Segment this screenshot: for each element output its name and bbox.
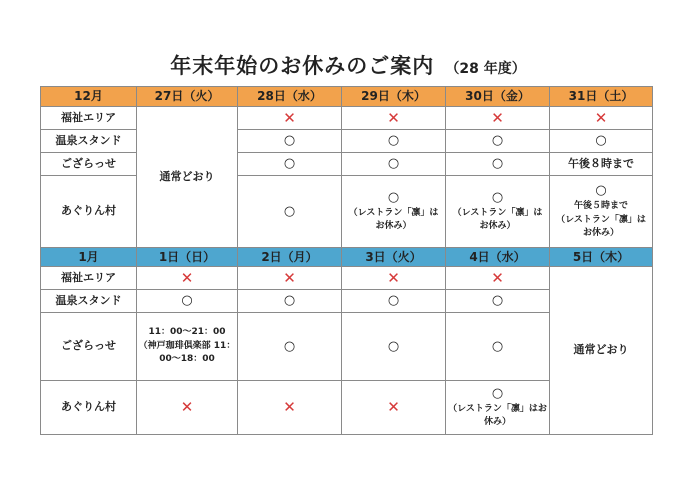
hours-until-5pm: 午後５時まで [573, 201, 628, 212]
facility-label-gozarasse: ござらっせ [41, 153, 137, 176]
month-label-december: 12月 [41, 87, 137, 107]
open-mark-icon: ○ [387, 190, 400, 206]
hours-until-8pm: 午後８時まで [550, 153, 653, 176]
day-header: 2日（月） [238, 248, 342, 267]
fiscal-year-label: （28 年度） [445, 61, 526, 77]
open-mark-icon: ○ [283, 293, 296, 309]
facility-label-gozarasse: ござらっせ [41, 313, 137, 381]
open-mark-icon: ○ [387, 156, 400, 172]
restaurant-closed-note: お休み） [479, 221, 516, 232]
facility-label-welfare: 福祉エリア [41, 267, 137, 290]
restaurant-closed-note: （レストラン「凛」は [556, 214, 646, 225]
restaurant-closed-note: （レストラン「凛」はお [448, 403, 547, 414]
holiday-schedule-table [40, 86, 653, 435]
day-header: 27日（火） [137, 87, 238, 107]
closed-mark-icon: ✕ [387, 268, 400, 287]
table-row [41, 153, 653, 176]
closed-mark-icon: ✕ [180, 268, 194, 287]
facility-label-hot-spring-stand: 温泉スタンド [41, 130, 137, 153]
open-mark-icon: ○ [595, 183, 607, 199]
closed-mark-icon: ✕ [283, 398, 296, 417]
kobe-cafe-hours: 00～18：00 [159, 354, 215, 365]
page-title: 年末年始のお休みのご案内 [170, 54, 435, 78]
open-mark-icon: ○ [283, 156, 296, 172]
open-mark-icon: ○ [491, 156, 504, 172]
closed-mark-icon: ✕ [283, 268, 296, 287]
open-mark-icon: ○ [283, 338, 296, 354]
table-row [41, 267, 653, 290]
closed-mark-icon: ✕ [180, 398, 194, 417]
day-header: 5日（木） [550, 248, 653, 267]
open-mark-icon: ○ [283, 203, 296, 219]
gozarasse-hours: 11：00～21：00 [148, 327, 226, 338]
day-header: 4日（水） [446, 248, 550, 267]
restaurant-closed-note: お休み） [582, 228, 619, 239]
december-header-row [41, 87, 653, 107]
facility-label-welfare: 福祉エリア [41, 107, 137, 130]
day-header: 29日（木） [342, 87, 446, 107]
restaurant-closed-note: （レストラン「凛」は [348, 207, 439, 218]
open-mark-icon: ○ [387, 338, 400, 354]
open-mark-icon: ○ [595, 133, 607, 149]
closed-mark-icon: ✕ [594, 108, 608, 127]
facility-label-hot-spring-stand: 温泉スタンド [41, 290, 137, 313]
restaurant-closed-note: 休み） [483, 417, 511, 428]
open-mark-icon: ○ [491, 293, 504, 309]
closed-mark-icon: ✕ [491, 108, 504, 127]
status-normal: 通常どおり [137, 107, 238, 248]
kobe-cafe-hours: （神戸珈琲倶楽部 11： [138, 340, 236, 351]
closed-mark-icon: ✕ [387, 398, 400, 417]
facility-label-agurinmura: あぐりん村 [41, 176, 137, 248]
facility-label-agurinmura: あぐりん村 [41, 381, 137, 435]
open-mark-icon: ○ [491, 386, 504, 402]
closed-mark-icon: ✕ [387, 108, 400, 127]
open-mark-icon: ○ [181, 293, 193, 309]
open-mark-icon: ○ [387, 293, 400, 309]
day-header: 1日（日） [137, 248, 238, 267]
day-header: 31日（土） [550, 87, 653, 107]
open-mark-icon: ○ [491, 190, 504, 206]
closed-mark-icon: ✕ [283, 108, 296, 127]
january-header-row [41, 248, 653, 267]
page-title-row [0, 50, 696, 80]
open-mark-icon: ○ [283, 133, 296, 149]
table-row [41, 176, 653, 248]
month-label-january: 1月 [41, 248, 137, 267]
open-mark-icon: ○ [491, 133, 504, 149]
day-header: 30日（金） [446, 87, 550, 107]
day-header: 3日（火） [342, 248, 446, 267]
restaurant-closed-note: お休み） [375, 221, 412, 232]
open-mark-icon: ○ [387, 133, 400, 149]
status-normal: 通常どおり [550, 267, 653, 435]
restaurant-closed-note: （レストラン「凛」は [452, 207, 543, 218]
table-row [41, 130, 653, 153]
open-mark-icon: ○ [491, 338, 504, 354]
day-header: 28日（水） [238, 87, 342, 107]
table-row [41, 107, 653, 130]
closed-mark-icon: ✕ [491, 268, 504, 287]
